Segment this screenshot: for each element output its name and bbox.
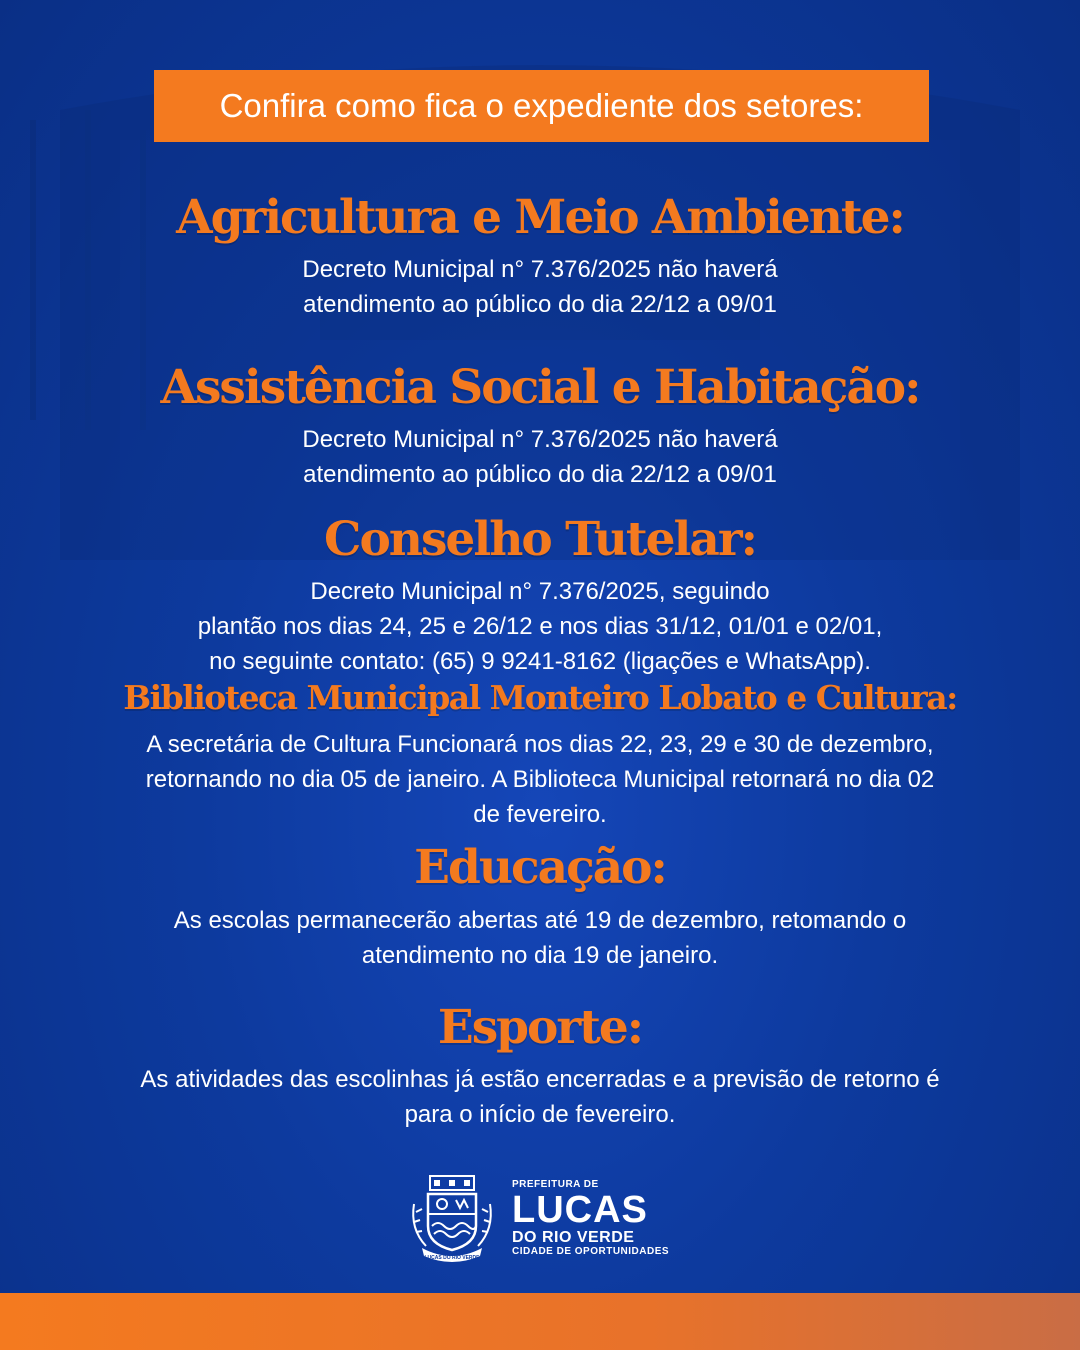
section-title-agricultura: Agricultura e Meio Ambiente: — [176, 190, 904, 245]
section-body-esporte — [40, 1062, 1040, 1132]
body-line: Decreto Municipal n° 7.376/2025 não haverá — [302, 426, 778, 453]
body-line: retornando no dia 05 de janeiro. A Biblioteca Municipal retornará no dia 02 — [145, 766, 935, 793]
body-line: atendimento ao público do dia 22/12 a 09/01 — [303, 461, 777, 488]
body-line: atendimento ao público do dia 22/12 a 09/01 — [303, 291, 777, 318]
body-line: As atividades das escolinhas já estão encerradas e a previsão de retorno é — [140, 1066, 940, 1093]
section-body-educacao — [40, 903, 1040, 973]
section-title-assistencia: Assistência Social e Habitação: — [160, 360, 920, 415]
body-line: de fevereiro. — [473, 801, 607, 828]
header-banner — [154, 70, 929, 142]
logo-lucas-label: LUCAS — [512, 1188, 648, 1231]
header-title: Confira como fica o expediente dos setores: — [219, 87, 864, 124]
prefeitura-logo — [408, 1172, 678, 1264]
body-line: no seguinte contato: (65) 9 9241-8162 (ligações e WhatsApp). — [209, 648, 871, 675]
body-line: para o início de fevereiro. — [404, 1101, 676, 1128]
logo-prefeitura-label: PREFEITURA DE — [512, 1178, 599, 1190]
body-line: plantão nos dias 24, 25 e 26/12 e nos dias 31/12, 01/01 e 02/01, — [197, 613, 883, 640]
section-title-esporte: Esporte: — [437, 1000, 643, 1055]
section-title-educacao: Educação: — [414, 840, 666, 895]
body-line: As escolas permanecerão abertas até 19 de dezembro, retomando o — [173, 907, 907, 934]
body-line: Decreto Municipal n° 7.376/2025, seguindo — [310, 578, 770, 605]
body-line: A secretária de Cultura Funcionará nos dias 22, 23, 29 e 30 de dezembro, — [146, 731, 934, 758]
logo-slogan-label: CIDADE DE OPORTUNIDADES — [512, 1245, 670, 1257]
section-body-conselho — [40, 574, 1040, 679]
section-body-assistencia — [40, 422, 1040, 492]
section-title-biblioteca: Biblioteca Municipal Monteiro Lobato e Cultura: — [123, 678, 957, 717]
emblem-ribbon-text: LUCAS DO RIO VERDE — [424, 1255, 480, 1261]
section-body-biblioteca — [40, 727, 1040, 832]
footer-bar — [0, 1293, 1080, 1350]
section-body-agricultura — [40, 252, 1040, 322]
logo-rio-verde-label: DO RIO VERDE — [512, 1228, 635, 1246]
body-line: atendimento no dia 19 de janeiro. — [361, 942, 719, 969]
section-title-conselho: Conselho Tutelar: — [324, 512, 756, 567]
coat-of-arms-icon — [408, 1174, 496, 1262]
body-line: Decreto Municipal n° 7.376/2025 não haverá — [302, 256, 778, 283]
